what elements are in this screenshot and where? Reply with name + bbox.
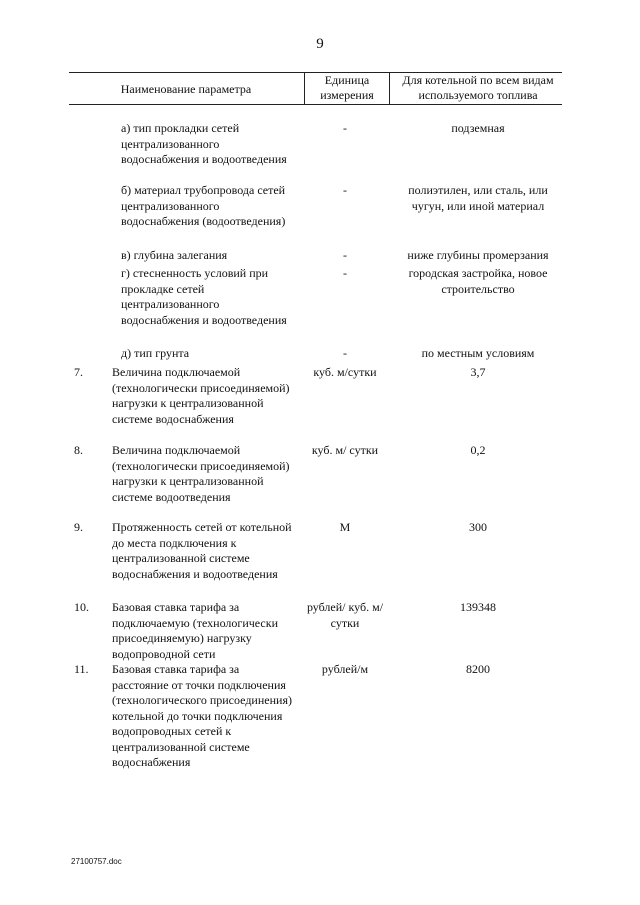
row-name: г) стесненность условий при прокладке сетей централизованного водоснабжения и водоотведения: [121, 266, 287, 327]
footer-filename: 27100757.doc: [71, 857, 122, 866]
row-unit: -: [343, 248, 347, 262]
row-name: Протяженность сетей от котельной до места подключения к централизованной системе водоснабжения и водоотведения: [112, 520, 292, 581]
row-name: Величина подключаемой (технологически присоединяемой) нагрузки к централизованной системе водоотведения: [112, 443, 290, 504]
row-number: 10.: [74, 600, 89, 614]
row-name: Базовая ставка тарифа за подключаемую (технологически присоединяемую) нагрузку водопроводной сети: [112, 600, 278, 661]
row-value: 3,7: [470, 365, 486, 379]
page-number: 9: [316, 36, 324, 52]
row-value: 300: [469, 520, 487, 534]
row-value: ниже глубины промерзания: [407, 248, 549, 262]
row-value: 0,2: [470, 443, 486, 457]
row-unit: -: [343, 266, 347, 280]
row-unit: рублей/м: [321, 662, 369, 676]
header-divider: [389, 72, 390, 104]
row-number: 8.: [74, 443, 83, 457]
row-value: 139348: [460, 600, 496, 614]
row-value: подземная: [451, 121, 505, 135]
row-name: д) тип грунта: [121, 346, 190, 360]
row-unit: М: [339, 520, 351, 534]
row-value: по местным условиям: [421, 346, 535, 360]
header-divider: [304, 72, 305, 104]
row-number: 7.: [74, 365, 83, 379]
header-parameter-name: Наименование параметра: [120, 82, 252, 96]
row-unit: -: [343, 346, 347, 360]
row-name: Базовая ставка тарифа за расстояние от точки подключения (технологического присоединения) котельной до точки подключения водопроводных сетей к централизованной системе водоснабжения: [112, 662, 292, 769]
row-value: городская застройка, новое строительство: [408, 266, 548, 296]
row-value: 8200: [466, 662, 490, 676]
row-number: 9.: [74, 520, 83, 534]
header-value: Для котельной по всем видам используемого топлива: [402, 73, 554, 102]
row-unit: рублей/ куб. м/сутки: [306, 600, 384, 630]
row-name: а) тип прокладки сетей централизованного водоснабжения и водоотведения: [121, 121, 287, 166]
row-unit: -: [343, 121, 347, 135]
row-unit: куб. м/сутки: [313, 365, 377, 379]
row-name: Величина подключаемой (технологически присоединяемой) нагрузки к централизованной системе водоснабжения: [112, 365, 290, 426]
table-header-rule: [69, 104, 562, 105]
row-number: 11.: [74, 662, 89, 676]
header-unit: Единица измерения: [320, 73, 374, 102]
row-name: б) материал трубопровода сетей централизованного водоснабжения (водоотведения): [121, 183, 286, 228]
row-unit: -: [343, 183, 347, 197]
row-name: в) глубина залегания: [121, 248, 228, 262]
row-value: полиэтилен, или сталь, или чугун, или иной материал: [408, 183, 548, 213]
row-unit: куб. м/ сутки: [311, 443, 379, 457]
